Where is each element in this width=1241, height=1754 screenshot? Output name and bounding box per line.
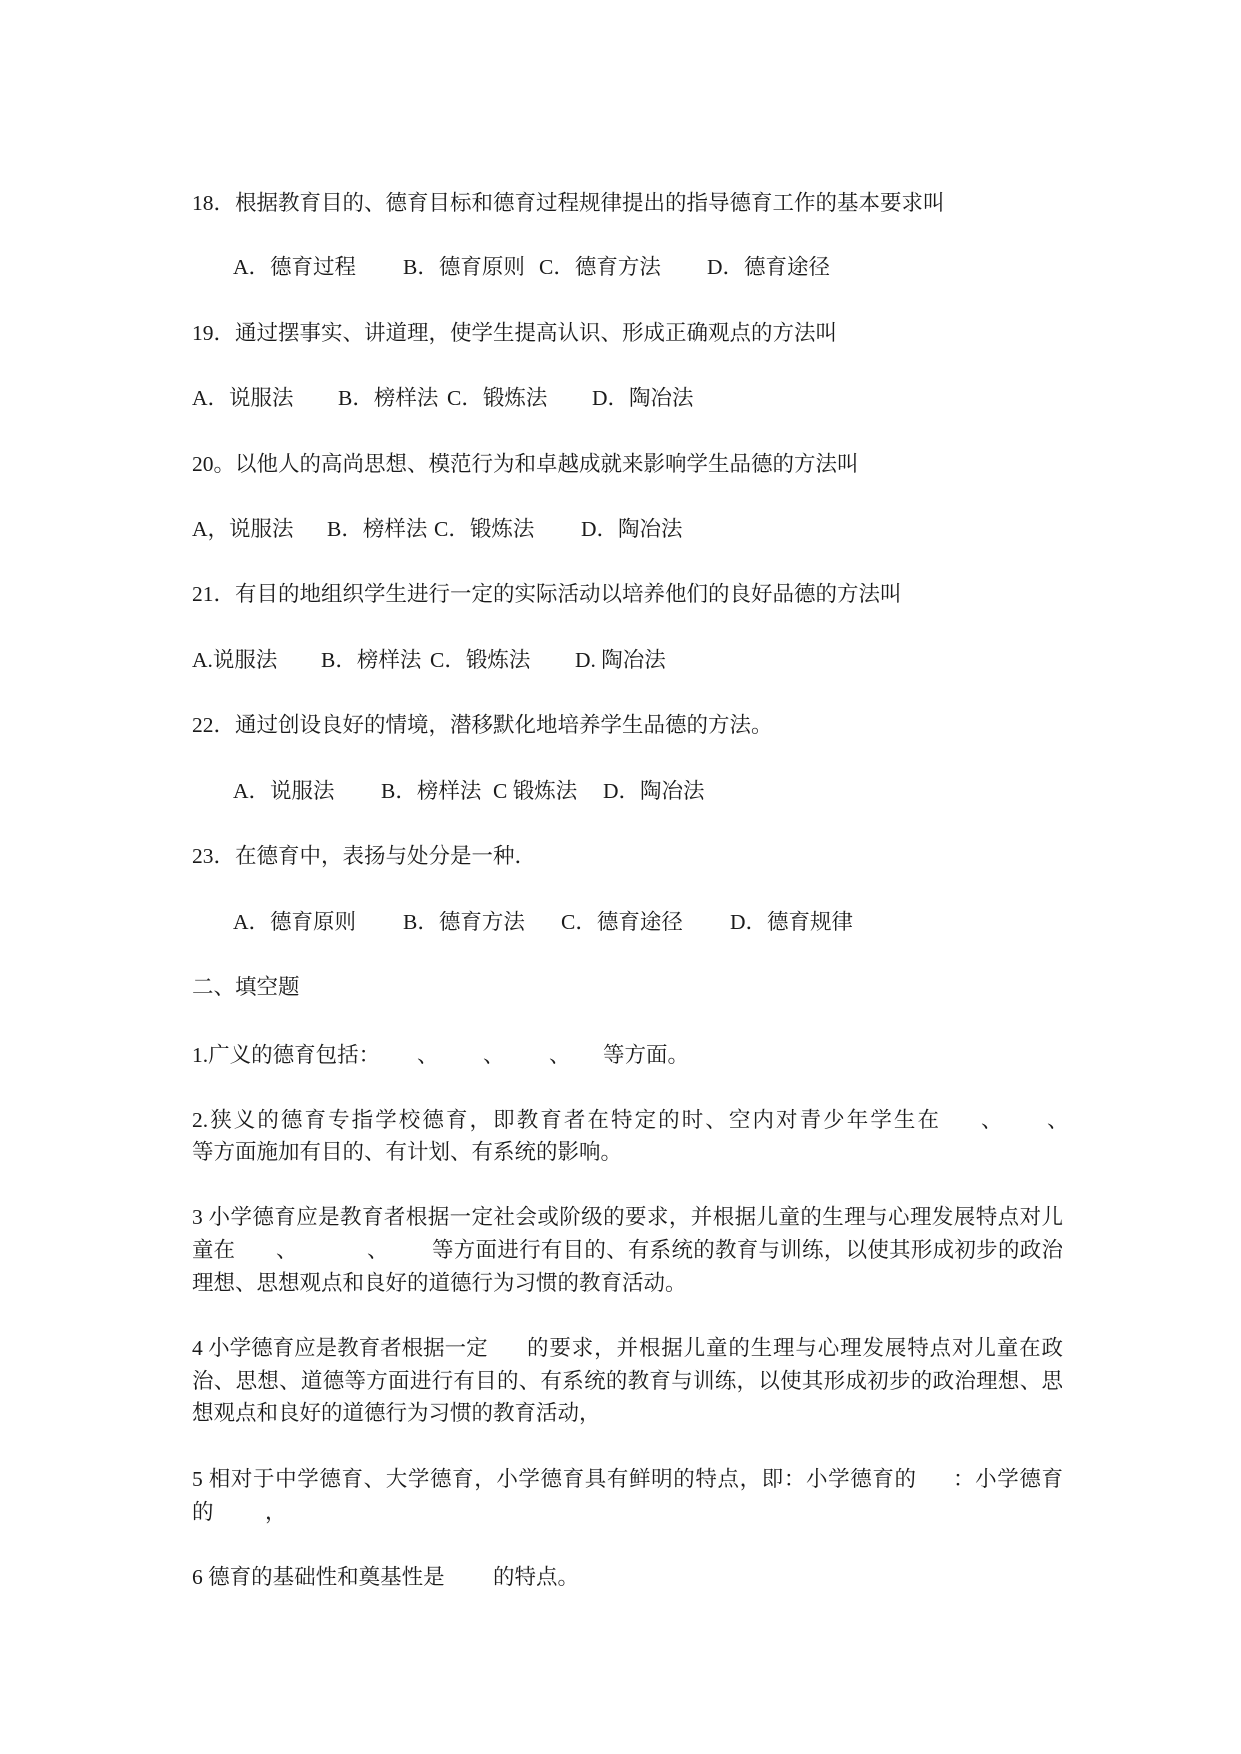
- blank-item-5-text-line-2: 的: [192, 1500, 214, 1524]
- blank-item-2-separator: 、: [981, 1108, 1003, 1132]
- blank-item-5-text-line-1-start: 5 相对于中学德育、大学德育，小学德育具有鲜明的特点，即：小学德育的: [192, 1467, 916, 1491]
- question-18-option-a: A．德育过程: [233, 255, 357, 279]
- blank-item-3-separator: 、: [276, 1238, 298, 1262]
- blank-item-2-separator: 、: [1047, 1108, 1069, 1132]
- question-20-option-a: A，说服法: [192, 517, 294, 541]
- question-19-option-c: C．锻炼法: [447, 386, 548, 410]
- blank-item-4-text-line-1-end: 的要求，并根据儿童的生理与心理发展特点对儿童在政: [527, 1336, 1063, 1360]
- question-19-stem: 19．通过摆事实、讲道理，使学生提高认识、形成正确观点的方法叫: [192, 321, 838, 345]
- section-title: 二、填空题: [192, 975, 300, 999]
- question-20-option-b: B．榜样法: [327, 517, 428, 541]
- question-20-option-c: C．锻炼法: [434, 517, 535, 541]
- question-23-option-b: B．德育方法: [403, 910, 525, 934]
- blank-item-4-text-line-2: 治、思想、道德等方面进行有目的、有系统的教育与训练，以使其形成初步的政治理想、思: [192, 1369, 1063, 1393]
- question-18-option-d: D．德育途径: [707, 255, 831, 279]
- blank-item-1-ending: 等方面。: [603, 1043, 690, 1067]
- question-22-option-d: D．陶冶法: [603, 779, 705, 803]
- question-18-option-b: B．德育原则: [403, 255, 525, 279]
- blank-item-3-text-line-1: 3 小学德育应是教育者根据一定社会或阶级的要求，并根据儿童的生理与心理发展特点对儿: [192, 1205, 1063, 1229]
- question-23-option-d: D．德育规律: [730, 910, 854, 934]
- question-19-option-d: D．陶冶法: [592, 386, 694, 410]
- blank-item-3-text-line-2-end: 等方面进行有目的、有系统的教育与训练，以使其形成初步的政治: [432, 1238, 1063, 1262]
- blank-item-1-text: 1.广义的德育包括：: [192, 1043, 381, 1067]
- question-21-option-d: D. 陶冶法: [575, 648, 666, 672]
- blank-item-1-separator: 、: [483, 1043, 505, 1067]
- question-23-option-c: C．德育途径: [561, 910, 683, 934]
- question-22-stem: 22．通过创设良好的情境，潜移默化地培养学生品德的方法。: [192, 713, 773, 737]
- question-23-stem: 23．在德育中，表扬与处分是一种．: [192, 844, 537, 868]
- question-19-option-a: A．说服法: [192, 386, 294, 410]
- blank-item-1-separator: 、: [549, 1043, 571, 1067]
- blank-item-5-text-line-1-end: ：小学德育: [953, 1467, 1063, 1491]
- question-18-option-c: C．德育方法: [539, 255, 661, 279]
- blank-item-2-text: 2.狭义的德育专指学校德育，即教育者在特定的时、空内对青少年学生在: [192, 1108, 939, 1132]
- question-22-option-c: C 锻炼法: [493, 779, 578, 803]
- question-23-option-a: A．德育原则: [233, 910, 357, 934]
- blank-item-6-text: 6 德育的基础性和奠基性是: [192, 1565, 445, 1589]
- blank-item-2-text-line-2: 等方面施加有目的、有计划、有系统的影响。: [192, 1140, 623, 1164]
- question-18-stem: 18．根据教育目的、德育目标和德育过程规律提出的指导德育工作的基本要求叫: [192, 191, 945, 215]
- question-22-option-a: A．说服法: [233, 779, 335, 803]
- question-21-option-b: B．榜样法: [321, 648, 422, 672]
- blank-item-3-separator: 、: [367, 1238, 389, 1262]
- blank-item-4-text-line-3: 想观点和良好的道德行为习惯的教育活动，: [192, 1401, 601, 1425]
- question-21-stem: 21．有目的地组织学生进行一定的实际活动以培养他们的良好品德的方法叫: [192, 582, 902, 606]
- blank-item-3-text-line-3: 理想、思想观点和良好的道德行为习惯的教育活动。: [192, 1271, 687, 1295]
- question-22-option-b: B．榜样法: [381, 779, 482, 803]
- question-21-option-c: C．锻炼法: [430, 648, 531, 672]
- question-19-option-b: B．榜样法: [338, 386, 439, 410]
- question-20-option-d: D．陶冶法: [581, 517, 683, 541]
- blank-item-1-separator: 、: [417, 1043, 439, 1067]
- question-21-option-a: A.说服法: [192, 648, 278, 672]
- blank-item-4-text-line-1-start: 4 小学德育应是教育者根据一定: [192, 1336, 488, 1360]
- blank-item-6-ending: 的特点。: [493, 1565, 580, 1589]
- question-20-stem: 20。以他人的高尚思想、模范行为和卓越成就来影响学生品德的方法叫: [192, 452, 859, 476]
- blank-item-5-separator: ，: [265, 1500, 287, 1524]
- blank-item-3-text-line-2-start: 童在: [192, 1238, 236, 1262]
